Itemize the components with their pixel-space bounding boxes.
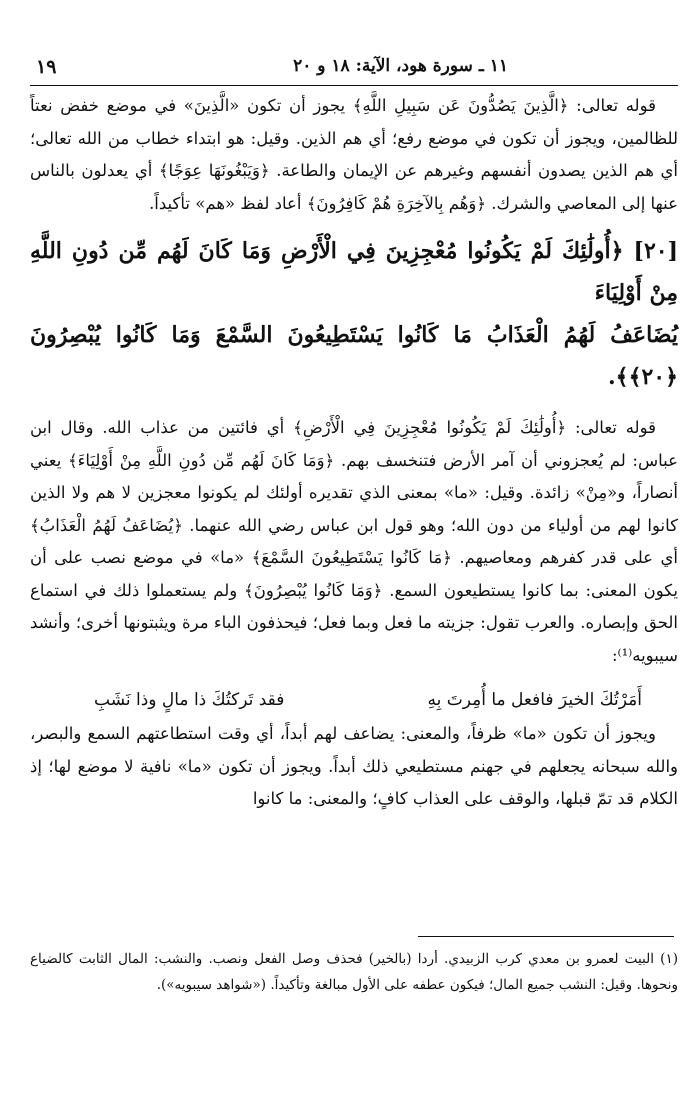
footnote: (١) البيت لعمرو بن معدي كرب الزبيدي. أردا (بالخير) فحذف وصل الفعل ونصب. والنشب: المال الثابت كالضياع ونحوها. وقيل: النشب جميع المال؛ فيكون عطفه على الأول مبالغة وتأكيداً. («شواهد سيبويه»). xyxy=(30,951,678,993)
running-header xyxy=(30,48,678,86)
poetry-verse xyxy=(30,678,678,716)
page xyxy=(30,48,678,1078)
paragraph: قوله تعالى: ﴿الَّذِينَ يَصُدُّونَ عَن سَبِيلِ اللَّهِ﴾ يجوز أن تكون «الَّذِينَ» في موضع خفض نعتاً للظالمين، ويجوز أن تكون في موضع رفع؛ أي هم الذين. وقيل: هو ابتداء خطاب من الله تعالى؛ أي هم الذين يصدون أنفسهم وغيرهم عن الإيمان والطاعة. ﴿وَيَبْغُونَهَا عِوَجًا﴾ أي يعدلون بالناس عنها إلى المعاصي والشرك. ﴿وَهُم بِالآخِرَةِ هُمْ كَافِرُونَ﴾ أعاد لفظ «هم» تأكيداً. xyxy=(30,96,678,213)
header-title: ١١ ـ سورة هود، الآية: ١٨ و ٢٠ xyxy=(293,56,508,76)
footnote-rule xyxy=(418,936,674,937)
footnotes xyxy=(30,946,678,998)
paragraph: قوله تعالى: ﴿أُولَٰئِكَ لَمْ يَكُونُوا مُعْجِزِينَ فِي الْأَرْضِ﴾ أي فائتين من عذاب الله. وقال ابن عباس: لم يُعجزوني أن آمر الأرض فتنخسف بهم. ﴿وَمَا كَانَ لَهُم مِّن دُونِ اللَّهِ مِنْ أَوْلِيَاءَ﴾ يعني أنصاراً، و«مِنْ» زائدة. وقيل: «ما» بمعنى الذي تقديره أولئك لم يكونوا معجزين لا هم ولا الذين كانوا لهم من أولياء من دون الله؛ وهو قول ابن عباس رضي الله عنهما. ﴿يُضَاعَفُ لَهُمُ الْعَذَابُ﴾ أي على قدر كفرهم ومعاصيهم. ﴿مَا كَانُوا يَسْتَطِيعُونَ السَّمْعَ﴾ «ما» في موضع نصب على أن يكون المعنى: بما كانوا يستطيعون السمع. ﴿وَمَا كَانُوا يُبْصِرُونَ﴾ ولم يستعملوا ذلك في استماع الحق وإبصاره. والعرب تقول: جزيته ما فعل وبما فعل؛ فيحذفون الباء مرة ويثبتونها أخرى؛ وأنشد سيبويه⁽¹⁾: xyxy=(30,418,678,665)
poem-hemistich: فقد تَركتُكَ ذا مالٍ وذا نَشَبِ xyxy=(94,690,285,710)
page-number: ١٩ xyxy=(36,56,57,78)
verse-line: يُضَاعَفُ لَهُمُ الْعَذَابُ مَا كَانُوا يَسْتَطِيعُونَ السَّمْعَ وَمَا كَانُوا يُبْصِرُونَ ﴿٢٠﴾﴾. xyxy=(30,322,678,390)
header-rule xyxy=(30,85,678,86)
quran-verse xyxy=(30,230,678,398)
poem-hemistich: أَمَرْتُكَ الخيرَ فافعل ما أُمِرتَ بِهِ xyxy=(427,690,642,710)
verse-line: [٢٠] ﴿أُولَٰئِكَ لَمْ يَكُونُوا مُعْجِزِينَ فِي الْأَرْضِ وَمَا كَانَ لَهُم مِّن دُونِ اللَّهِ مِنْ أَوْلِيَاءَ xyxy=(30,238,678,306)
paragraph: ويجوز أن تكون «ما» ظرفاً، والمعنى: يضاعف لهم أبداً، أي وقت استطاعتهم السمع والبصر، والله سبحانه يجعلهم في جهنم مستطيعي ذلك أبداً. ويجوز أن تكون «ما» نافية لا موضع لها؛ إذ الكلام قد تمّ قبلها، والوقف على العذاب كافٍ؛ والمعنى: ما كانوا xyxy=(30,724,678,808)
main-text xyxy=(30,90,678,816)
